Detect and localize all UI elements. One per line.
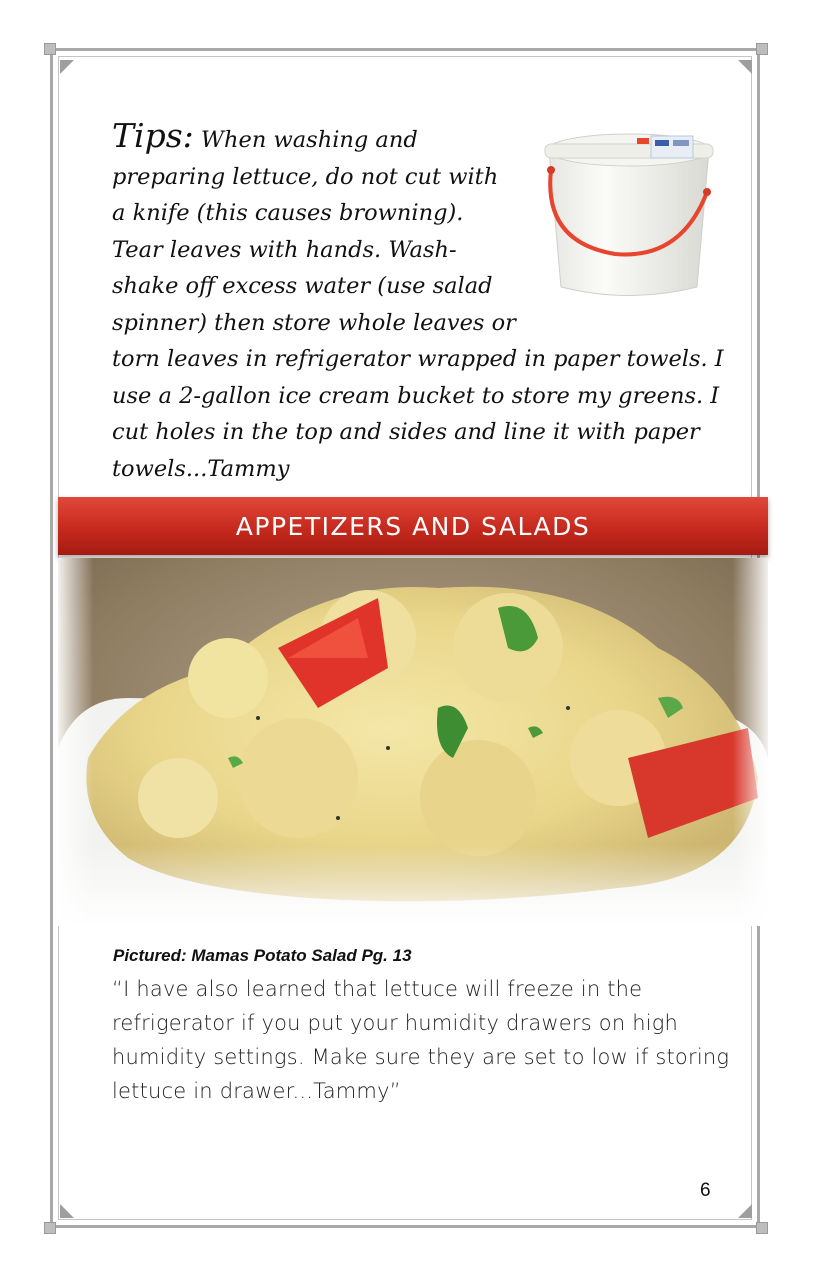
photo-caption: Pictured: Mamas Potato Salad Pg. 13	[113, 946, 412, 965]
corner-ornament-top-left	[60, 60, 74, 74]
border-knob	[756, 43, 768, 55]
tips-paragraph	[112, 118, 732, 487]
border-knob	[44, 43, 56, 55]
border-knob	[756, 1222, 768, 1234]
corner-ornament-bottom-right	[738, 1204, 752, 1218]
corner-ornament-top-right	[738, 60, 752, 74]
section-title: APPETIZERS AND SALADS	[235, 511, 591, 541]
ice-cream-bucket-image	[531, 122, 726, 307]
corner-ornament-bottom-left	[60, 1204, 74, 1218]
page-number: 6	[700, 1180, 711, 1201]
potato-salad-photo	[58, 558, 768, 926]
tips-text: When washing and preparing lettuce, do not cut with a knife (this causes browning). Tear leaves with hands. Wash-shake off excess water (use salad spinner) then store whole leaves or torn leaves in refrigerator wrapped in paper towels. I use a 2-gallon ice cream bucket to store my greens. I cut holes in the top and sides and line it with paper towels...Tammy	[112, 127, 724, 482]
quote-paragraph: “I have also learned that lettuce will freeze in the refrigerator if you put your humidity drawers on high humidity settings. Make sure they are set to low if storing lettuce in drawer...Tammy”	[112, 977, 730, 1103]
tips-label: Tips:	[112, 116, 194, 155]
section-banner	[58, 497, 768, 555]
border-knob	[44, 1222, 56, 1234]
